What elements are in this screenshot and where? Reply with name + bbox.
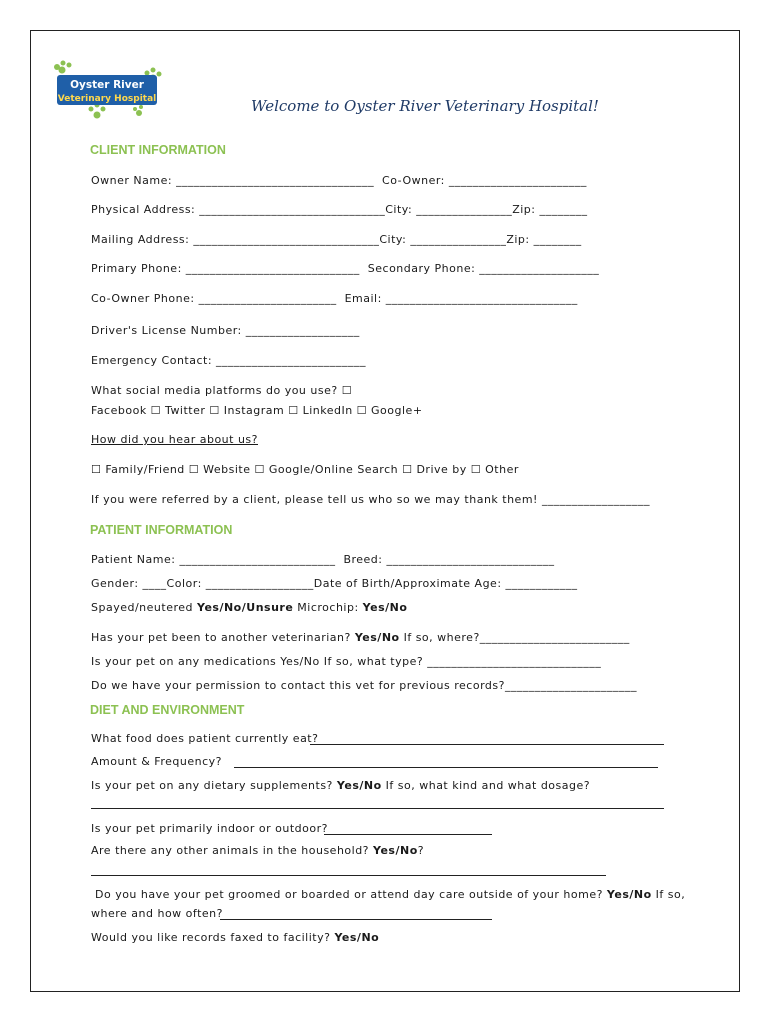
- logo-line2: Veterinary Hospital: [57, 94, 157, 104]
- other-vet-label: Has your pet been to another veterinarian?: [91, 631, 355, 644]
- supplements-followup: If so, what kind and what dosage?: [381, 779, 591, 792]
- supplements-field[interactable]: [91, 808, 664, 809]
- medications-row[interactable]: Is your pet on any medications Yes/No If so, what type? _____________________________: [91, 655, 602, 668]
- other-vet-row[interactable]: [91, 631, 630, 644]
- fax-options[interactable]: Yes/No: [334, 931, 380, 944]
- social-media-options[interactable]: Facebook ☐ Twitter ☐ Instagram ☐ LinkedIn ☐ Google+: [91, 404, 423, 417]
- page-title: Welcome to Oyster River Veterinary Hospital!: [251, 97, 599, 115]
- spay-label: Spayed/neutered: [91, 601, 197, 614]
- social-media-question[interactable]: What social media platforms do you use? ☐: [91, 384, 353, 397]
- chip-options[interactable]: Yes/No: [362, 601, 408, 614]
- client-info-heading: CLIENT INFORMATION: [90, 143, 226, 157]
- phone-row[interactable]: Primary Phone: _____________________________ Secondary Phone: ____________________: [91, 262, 600, 275]
- grooming-label: Do you have your pet groomed or boarded or attend day care outside of your home?: [91, 888, 607, 901]
- food-field[interactable]: [310, 744, 664, 745]
- hear-about-options[interactable]: ☐ Family/Friend ☐ Website ☐ Google/Online Search ☐ Drive by ☐ Other: [91, 463, 519, 476]
- grooming-row[interactable]: [91, 888, 685, 901]
- supplements-label: Is your pet on any dietary supplements?: [91, 779, 337, 792]
- indoor-field[interactable]: [324, 834, 492, 835]
- amount-field[interactable]: [234, 767, 658, 768]
- logo-line1: Oyster River: [70, 79, 144, 91]
- license-row[interactable]: Driver's License Number: ___________________: [91, 324, 360, 337]
- referral-row[interactable]: If you were referred by a client, please tell us who so we may thank them! __________________: [91, 493, 650, 506]
- spay-chip-row[interactable]: [91, 601, 407, 614]
- animals-label: Are there any other animals in the household?: [91, 844, 374, 857]
- animals-row[interactable]: [91, 844, 424, 857]
- spay-options[interactable]: Yes/No/Unsure: [197, 601, 294, 614]
- other-vet-field[interactable]: If so, where?_________________________: [399, 631, 630, 644]
- animals-options[interactable]: Yes/No: [373, 844, 418, 857]
- mailing-address-row[interactable]: Mailing Address: _______________________________City: ________________Zip: ________: [91, 233, 582, 246]
- owner-name-row[interactable]: Owner Name: _________________________________ Co-Owner: _______________________: [91, 174, 587, 187]
- food-row: What food does patient currently eat?: [91, 732, 323, 745]
- grooming-field[interactable]: [220, 919, 492, 920]
- diet-heading: DIET AND ENVIRONMENT: [90, 703, 245, 717]
- grooming-suffix: If so,: [651, 888, 686, 901]
- hear-about-question: How did you hear about us?: [91, 433, 258, 446]
- grooming-options[interactable]: Yes/No: [606, 888, 652, 901]
- patient-info-heading: PATIENT INFORMATION: [90, 523, 233, 537]
- grooming-cont-row: where and how often?: [91, 907, 227, 920]
- physical-address-row[interactable]: Physical Address: _______________________________City: ________________Zip: ________: [91, 203, 588, 216]
- chip-label: Microchip:: [293, 601, 363, 614]
- permission-row[interactable]: Do we have your permission to contact this vet for previous records?______________________: [91, 679, 637, 692]
- animals-suffix: ?: [417, 844, 425, 857]
- supplements-row[interactable]: [91, 779, 590, 792]
- indoor-row: Is your pet primarily indoor or outdoor?: [91, 822, 332, 835]
- amount-row: Amount & Frequency?: [91, 755, 226, 768]
- fax-row[interactable]: [91, 931, 379, 944]
- fax-label: Would you like records faxed to facility?: [91, 931, 335, 944]
- supplements-options[interactable]: Yes/No: [336, 779, 382, 792]
- other-vet-options[interactable]: Yes/No: [354, 631, 400, 644]
- patient-name-row[interactable]: Patient Name: __________________________ Breed: ____________________________: [91, 553, 555, 566]
- form-page: [30, 30, 740, 992]
- animals-field[interactable]: [91, 875, 606, 876]
- coowner-phone-row[interactable]: Co-Owner Phone: _______________________ Email: ________________________________: [91, 292, 578, 305]
- gender-row[interactable]: Gender: ____Color: __________________Date of Birth/Approximate Age: ____________: [91, 577, 578, 590]
- emergency-contact-row[interactable]: Emergency Contact: _________________________: [91, 354, 367, 367]
